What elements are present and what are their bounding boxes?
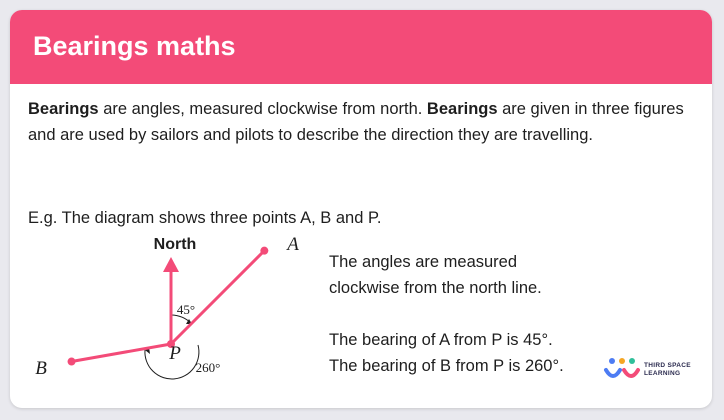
term-bearings: Bearings	[28, 100, 99, 118]
intro-text-1: are angles, measured clockwise from north.	[98, 100, 427, 118]
content-card	[10, 10, 712, 408]
bearing-b-statement: The bearing of B from P is 260°.	[329, 357, 564, 375]
example-text: E.g. The diagram shows three points A, B and P.	[28, 209, 382, 227]
logo-dot-orange	[619, 358, 625, 364]
logo-wordmark	[644, 362, 704, 378]
north-arrowhead	[163, 257, 179, 272]
logo-smile-right	[624, 370, 638, 376]
bearing-line-a	[171, 251, 264, 344]
point-b-dot	[68, 358, 76, 366]
intro-text-2: are given in three figures and are used by sailors and pilots to describe the direction they are travelling.	[28, 100, 684, 144]
explanation-line-1: The angles are measured	[329, 253, 518, 271]
point-b-label: B	[35, 358, 47, 379]
bearing-line-b	[72, 344, 171, 362]
term-bearings-2: Bearings	[426, 100, 498, 118]
logo-line-1: THIRD SPACE	[644, 362, 691, 369]
logo-line-2: LEARNING	[644, 370, 681, 377]
point-p-label: P	[169, 343, 181, 364]
logo-smile-left	[606, 370, 620, 376]
bearing-a-statement: The bearing of A from P is 45°.	[329, 331, 553, 349]
third-space-learning-logo-icon	[603, 356, 641, 384]
north-label: North	[153, 236, 197, 253]
page-title: Bearings maths	[33, 31, 236, 61]
logo-dot-green	[629, 358, 635, 364]
point-a-label: A	[287, 234, 299, 255]
logo-dot-blue	[609, 358, 615, 364]
explanation-line-2: clockwise from the north line.	[329, 279, 542, 297]
angle-b-label: 260°	[195, 360, 221, 375]
angle-a-label: 45°	[176, 302, 196, 317]
point-a-dot	[260, 247, 268, 255]
